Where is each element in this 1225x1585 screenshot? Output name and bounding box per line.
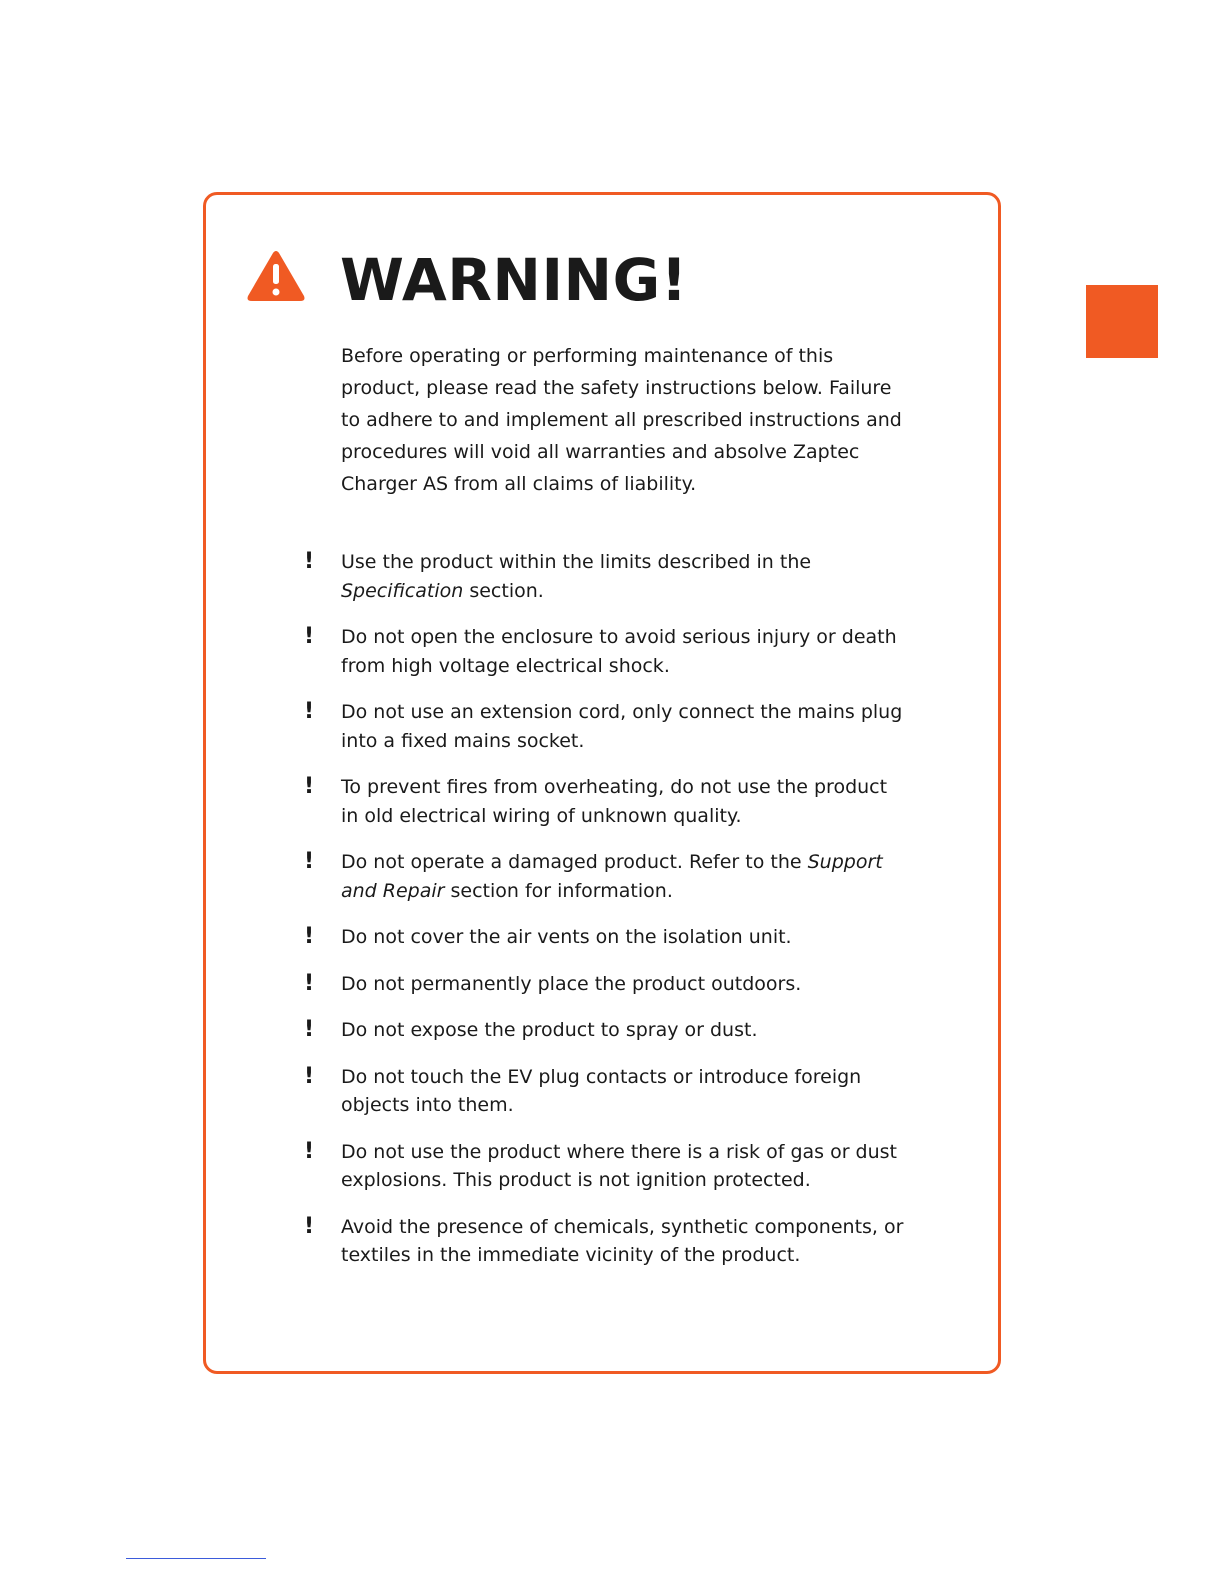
exclamation-icon: ! bbox=[304, 1138, 315, 1164]
rule-text: Do not permanently place the product outdoors. bbox=[341, 972, 802, 995]
rule-text: Do not use the product where there is a risk of gas or dust explosions. This product is not ignition protected. bbox=[341, 1140, 898, 1191]
rule-text: Do not touch the EV plug contacts or introduce foreign objects into them. bbox=[341, 1065, 862, 1116]
exclamation-icon: ! bbox=[304, 549, 315, 574]
safety-rules-list bbox=[300, 548, 910, 1288]
list-item bbox=[300, 923, 910, 952]
list-item bbox=[300, 698, 910, 755]
rule-text: Do not expose the product to spray or dust. bbox=[341, 1019, 758, 1041]
section-tab-marker bbox=[1086, 285, 1158, 358]
list-item bbox=[300, 1063, 910, 1120]
rule-text: Avoid the presence of chemicals, synthetic components, or textiles in the immediate vicinity of the product. bbox=[341, 1215, 904, 1266]
list-item bbox=[300, 848, 910, 905]
rule-text: Do not use an extension cord, only connect the mains plug into a fixed mains socket. bbox=[341, 701, 903, 752]
rule-text: Do not operate a damaged product. Refer to the Support and Repair section for information. bbox=[341, 851, 883, 902]
exclamation-icon: ! bbox=[304, 774, 315, 799]
warning-triangle-icon bbox=[247, 250, 305, 302]
exclamation-icon: ! bbox=[304, 924, 315, 949]
exclamation-icon: ! bbox=[304, 699, 315, 724]
exclamation-icon: ! bbox=[304, 1063, 315, 1089]
list-item bbox=[300, 548, 910, 605]
list-item bbox=[300, 970, 910, 999]
exclamation-icon: ! bbox=[304, 970, 315, 996]
exclamation-icon: ! bbox=[304, 624, 315, 649]
rule-text: To prevent fires from overheating, do not use the product in old electrical wiring of unknown quality. bbox=[341, 776, 888, 827]
list-item bbox=[300, 623, 910, 680]
rule-text: Use the product within the limits described in the Specification section. bbox=[341, 551, 812, 602]
exclamation-icon: ! bbox=[304, 1213, 315, 1239]
rule-text: Do not open the enclosure to avoid serious injury or death from high voltage electrical shock. bbox=[341, 626, 897, 677]
list-item bbox=[300, 1213, 910, 1270]
warning-title: WARNING! bbox=[340, 246, 688, 314]
footer-link-underline[interactable] bbox=[126, 1558, 266, 1559]
warning-intro: Before operating or performing maintenance of this product, please read the safety instructions below. Failure to adhere to and implement all prescribed instructions and procedures will void all warranties and absolve Zaptec Charger AS from all claims of liability. bbox=[341, 345, 902, 495]
exclamation-icon: ! bbox=[304, 849, 315, 874]
list-item bbox=[300, 773, 910, 830]
list-item bbox=[300, 1016, 910, 1045]
list-item bbox=[300, 1138, 910, 1195]
rule-text: Do not cover the air vents on the isolation unit. bbox=[341, 926, 792, 948]
exclamation-icon: ! bbox=[304, 1017, 315, 1042]
